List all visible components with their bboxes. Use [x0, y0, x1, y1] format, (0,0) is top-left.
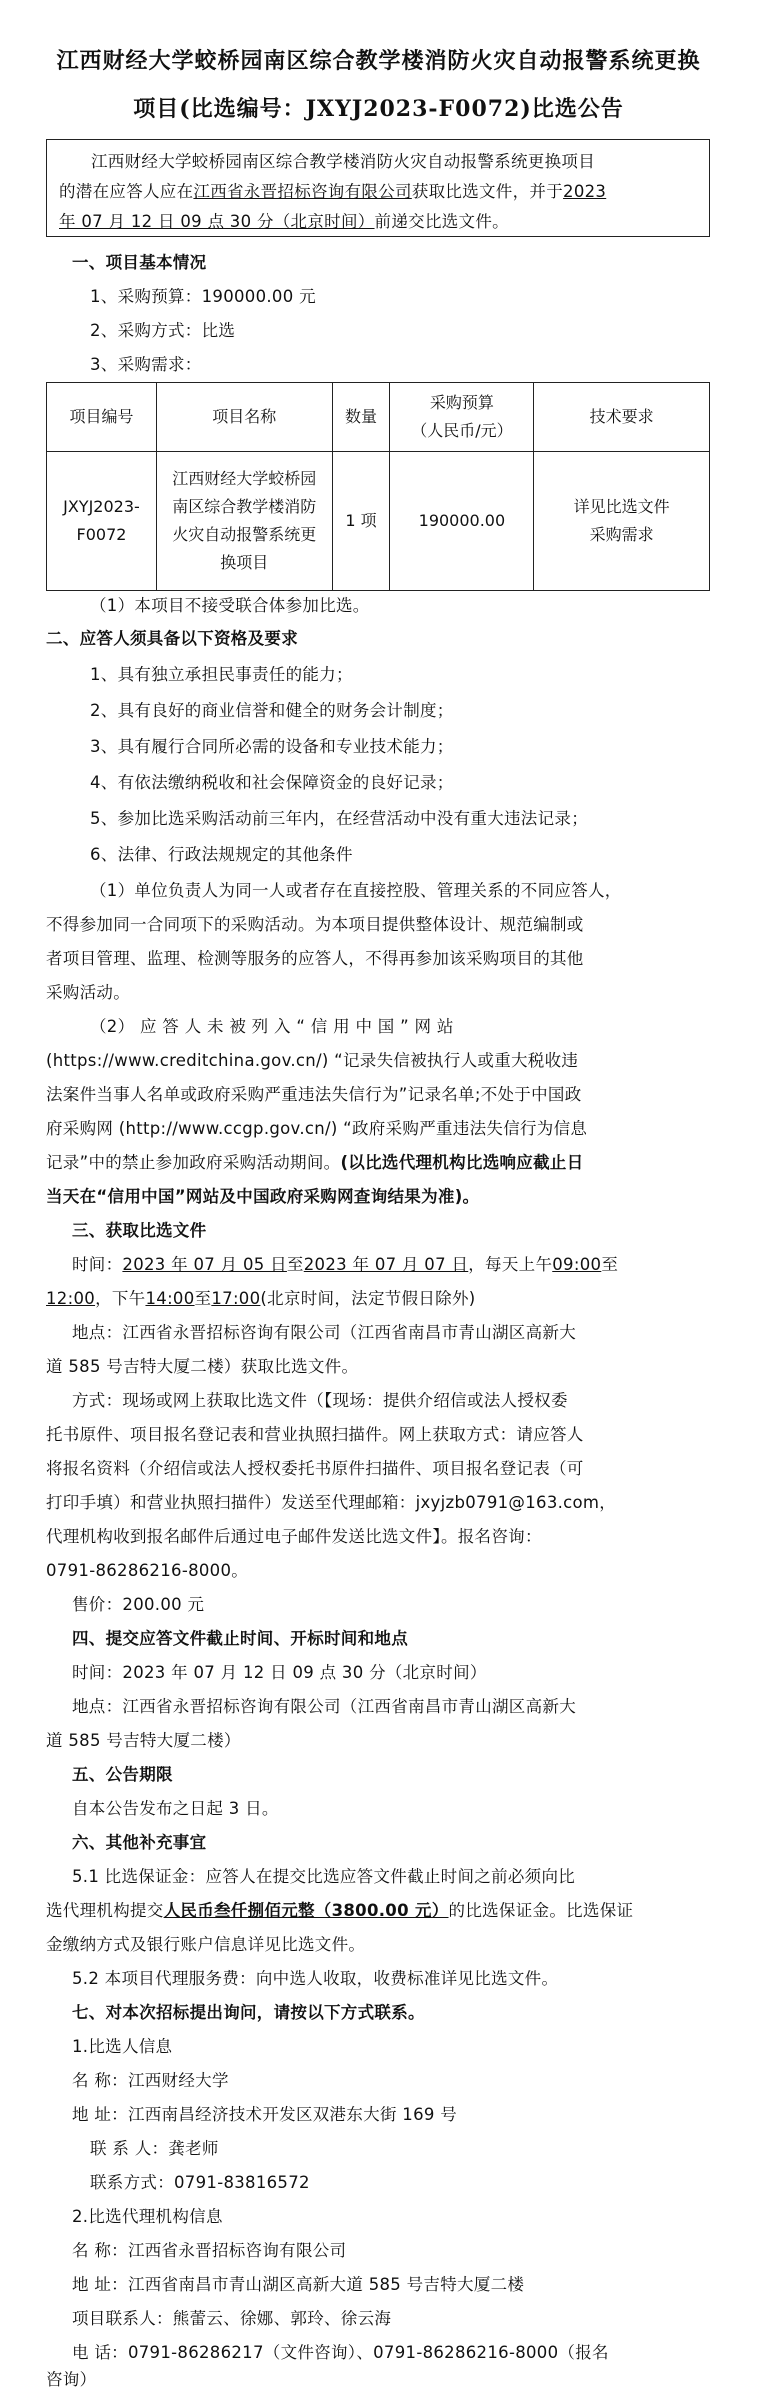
budget: 1、采购预算：190000.00 元	[90, 287, 316, 306]
td-quantity: 1 项	[332, 452, 390, 591]
qual-item: 5、参加比选采购活动前三年内，在经营活动中没有重大违法记录；	[90, 809, 588, 828]
qual-item: 2、具有良好的商业信誉和健全的财务会计制度；	[90, 701, 454, 720]
intro-line-3: 年 07 月 12 日 09 点 30 分（北京时间）前递交比选文件。	[59, 212, 509, 231]
deadline-place: 地点：江西省永晋招标咨询有限公司（江西省南昌市青山湖区高新大	[72, 1697, 576, 1716]
acquire-place: 道 585 号吉特大厦二楼）获取比选文件。	[46, 1357, 359, 1376]
intro-line-2: 的潜在应答人应在江西省永晋招标咨询有限公司获取比选文件，并于2023	[59, 182, 607, 201]
section-5-heading: 五、公告期限	[72, 1765, 173, 1784]
deadline-place: 道 585 号吉特大厦二楼）	[46, 1731, 241, 1750]
title-line-2: 项目(比选编号：JXYJ2023-F0072)比选公告	[133, 96, 624, 122]
qual-p1-line: （1）单位负责人为同一人或者存在直接控股、管理关系的不同应答人，	[90, 881, 622, 900]
title-line-1: 江西财经大学蛟桥园南区综合教学楼消防火灾自动报警系统更换	[56, 48, 701, 74]
qual-item: 6、法律、行政法规规定的其他条件	[90, 845, 353, 864]
agent-phone: 咨询）	[46, 2370, 97, 2389]
agent-name: 名 称：江西省永晋招标咨询有限公司	[72, 2241, 347, 2260]
table-row	[47, 452, 710, 591]
acquire-time-line-2: 12:00，下午14:00至17:00(北京时间，法定节假日除外)	[46, 1289, 476, 1308]
th-quantity: 数量	[332, 383, 390, 452]
section-7-heading: 七、对本次招标提出询问，请按以下方式联系。	[72, 2003, 425, 2022]
qual-p2-line: (https://www.creditchina.gov.cn/) “记录失信被执行人或重大税收违	[46, 1051, 579, 1070]
th-project-name: 项目名称	[156, 383, 332, 452]
service-fee: 5.2 本项目代理服务费：向中选人收取，收费标准详见比选文件。	[72, 1969, 559, 1988]
acquire-way: 托书原件、项目报名登记表和营业执照扫描件。网上获取方式：请应答人	[46, 1425, 584, 1444]
agent-title: 2.比选代理机构信息	[72, 2207, 223, 2226]
qual-p2-line: 府采购网 (http://www.ccgp.gov.cn/) “政府采购严重违法失信行为信息	[46, 1119, 588, 1138]
section-1-heading: 一、项目基本情况	[72, 253, 207, 272]
td-budget: 190000.00	[390, 452, 534, 591]
acquire-way: 将报名资料（介绍信或法人授权委托书原件扫描件、项目报名登记表（可	[46, 1459, 584, 1478]
acquire-way: 方式：现场或网上获取比选文件（【现场：提供介绍信或法人授权委	[72, 1391, 568, 1410]
buyer-title: 1.比选人信息	[72, 2037, 173, 2056]
deadline-time: 时间：2023 年 07 月 12 日 09 点 30 分（北京时间）	[72, 1663, 487, 1682]
section-6-heading: 六、其他补充事宜	[72, 1833, 207, 1852]
th-budget: 采购预算 （人民币/元）	[390, 383, 534, 452]
deposit-line: 5.1 比选保证金：应答人在提交比选应答文件截止时间之前必须向比	[72, 1867, 576, 1886]
qual-item: 3、具有履行合同所必需的设备和专业技术能力；	[90, 737, 454, 756]
buyer-address: 地 址：江西南昌经济技术开发区双港东大街 169 号	[72, 2105, 458, 2124]
buyer-name: 名 称：江西财经大学	[72, 2071, 229, 2090]
qual-item: 1、具有独立承担民事责任的能力；	[90, 665, 353, 684]
document-price: 售价：200.00 元	[72, 1595, 205, 1614]
buyer-contact: 联 系 人：龚老师	[90, 2139, 219, 2158]
consortium-note: （1）本项目不接受联合体参加比选。	[90, 596, 370, 615]
intro-line-1: 江西财经大学蛟桥园南区综合教学楼消防火灾自动报警系统更换项目	[91, 152, 595, 171]
agent-phone: 电 话：0791-86286217（文件咨询）、0791-86286216-8000（报名	[72, 2343, 609, 2362]
td-project-no: JXYJ2023- F0072	[47, 452, 157, 591]
deposit-line: 金缴纳方式及银行账户信息详见比选文件。	[46, 1935, 366, 1954]
acquire-way: 0791-86286216-8000。	[46, 1561, 249, 1580]
agent-contact: 项目联系人：熊蕾云、徐娜、郭玲、徐云海	[72, 2309, 392, 2328]
agent-address: 地 址：江西省南昌市青山湖区高新大道 585 号吉特大厦二楼	[72, 2275, 525, 2294]
buyer-phone: 联系方式：0791-83816572	[90, 2173, 310, 2192]
qual-p1-line: 不得参加同一合同项下的采购活动。为本项目提供整体设计、规范编制或	[46, 915, 584, 934]
qual-p2-line: 记录”中的禁止参加政府采购活动期间。(以比选代理机构比选响应截止日	[46, 1153, 584, 1172]
table-header-row	[47, 383, 710, 452]
section-2-heading: 二、应答人须具备以下资格及要求	[46, 629, 298, 648]
requirements-table	[46, 382, 710, 591]
qual-p2-line: （2） 应 答 人 未 被 列 入 “ 信 用 中 国 ” 网 站	[90, 1017, 454, 1036]
acquire-time-line-1: 时间：2023 年 07 月 05 日至2023 年 07 月 07 日，每天上午09:00至	[72, 1255, 619, 1274]
qual-p1-line: 者项目管理、监理、检测等服务的应答人，不得再参加该采购项目的其他	[46, 949, 584, 968]
td-tech: 详见比选文件 采购需求	[534, 452, 710, 591]
acquire-place: 地点：江西省永晋招标咨询有限公司（江西省南昌市青山湖区高新大	[72, 1323, 576, 1342]
acquire-way: 打印手填）和营业执照扫描件）发送至代理邮箱：jxyjzb0791@163.com，	[46, 1493, 617, 1512]
agency-link: 江西省永晋招标咨询有限公司	[193, 182, 412, 201]
qual-item: 4、有依法缴纳税收和社会保障资金的良好记录；	[90, 773, 454, 792]
th-project-no: 项目编号	[47, 383, 157, 452]
intro-box	[46, 139, 710, 237]
qual-p2-line: 法案件当事人名单或政府采购严重违法失信行为”记录名单;不处于中国政	[46, 1085, 582, 1104]
deposit-line: 选代理机构提交人民币叁仟捌佰元整（3800.00 元）的比选保证金。比选保证	[46, 1901, 634, 1920]
procurement-method: 2、采购方式：比选	[90, 321, 236, 340]
procurement-needs: 3、采购需求：	[90, 355, 202, 374]
announcement-period: 自本公告发布之日起 3 日。	[72, 1799, 279, 1818]
section-4-heading: 四、提交应答文件截止时间、开标时间和地点	[72, 1629, 408, 1648]
section-3-heading: 三、获取比选文件	[72, 1221, 207, 1240]
td-project-name: 江西财经大学蛟桥园 南区综合教学楼消防 火灾自动报警系统更 换项目	[156, 452, 332, 591]
acquire-way: 代理机构收到报名邮件后通过电子邮件发送比选文件】。报名咨询：	[46, 1527, 542, 1546]
qual-p1-line: 采购活动。	[46, 983, 130, 1002]
th-tech: 技术要求	[534, 383, 710, 452]
qual-p2-line: 当天在“信用中国”网站及中国政府采购网查询结果为准)。	[46, 1187, 480, 1206]
deposit-amount: 人民币叁仟捌佰元整（3800.00 元）	[163, 1901, 449, 1920]
